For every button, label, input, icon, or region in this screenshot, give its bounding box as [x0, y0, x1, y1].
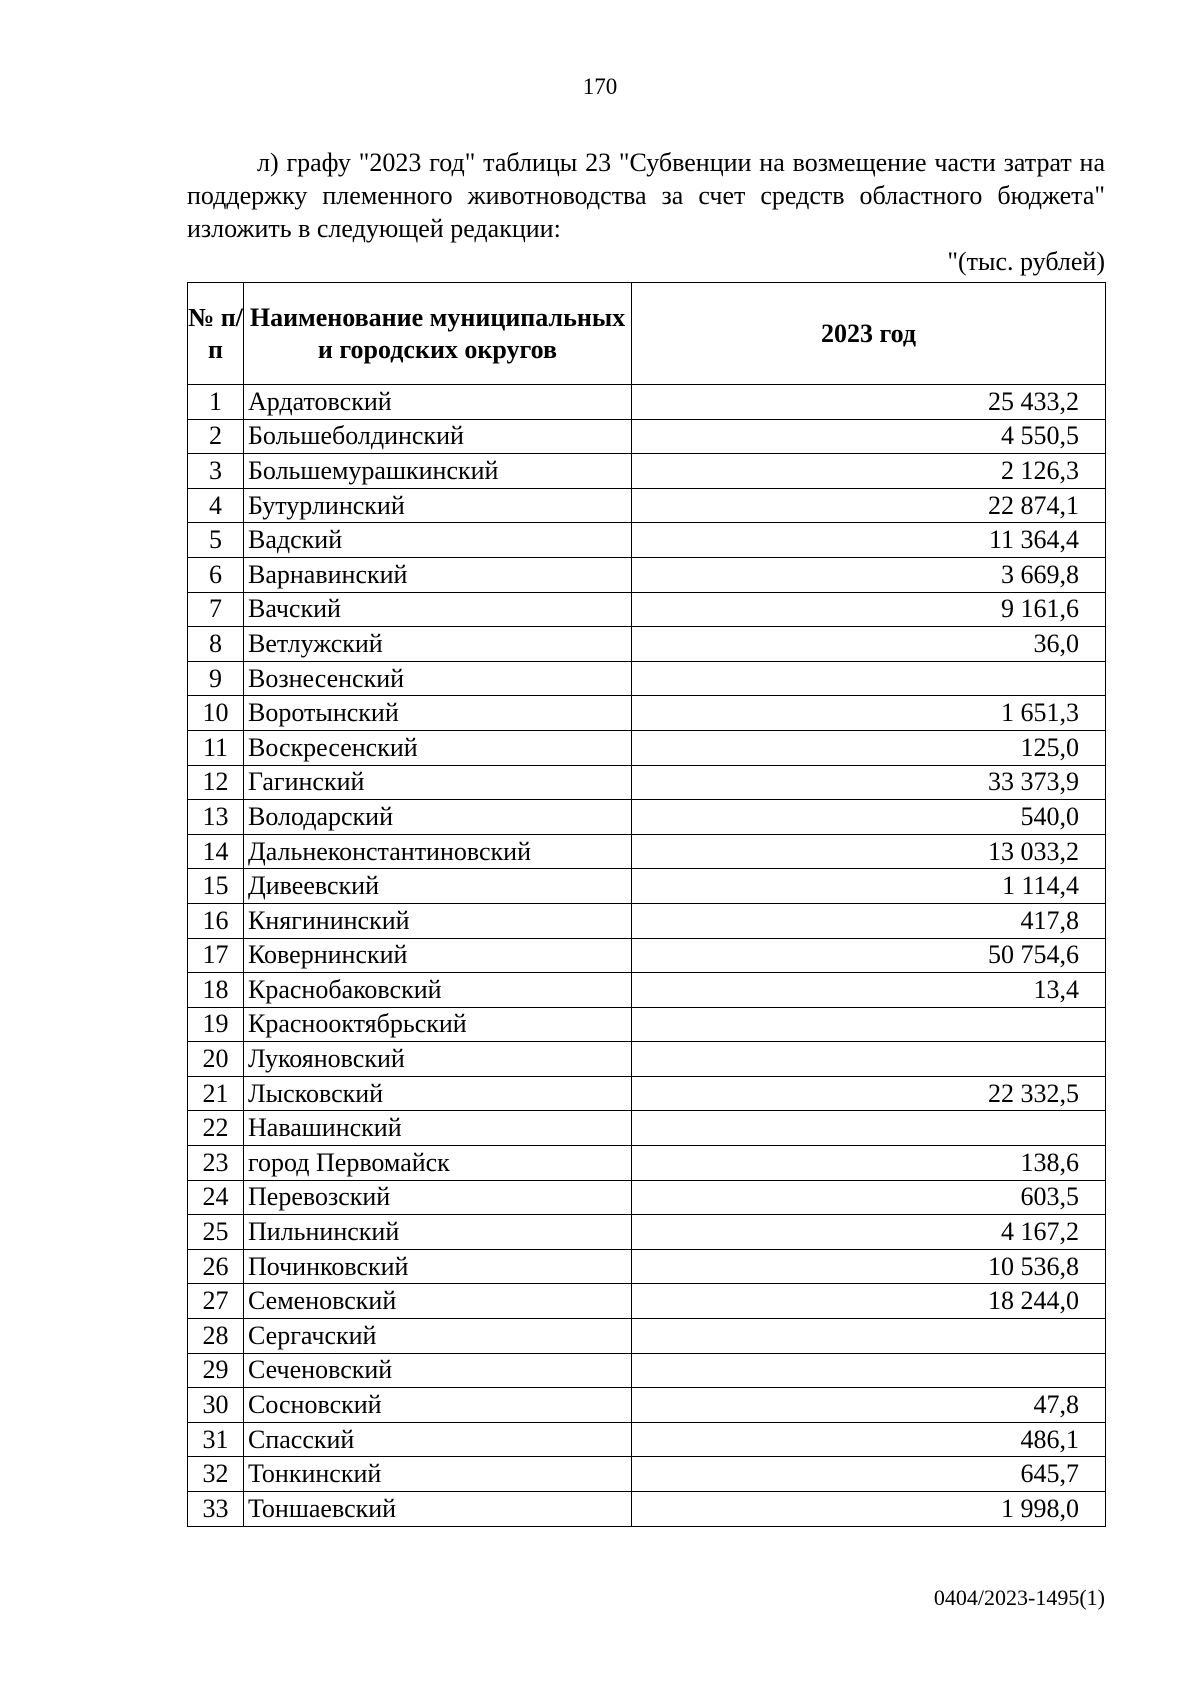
table-row	[188, 1180, 1106, 1215]
table-row	[188, 1422, 1106, 1457]
table-row	[188, 765, 1106, 800]
row-value	[632, 1353, 1106, 1388]
table-header-row	[188, 283, 1106, 385]
table-row	[188, 834, 1106, 869]
row-num: 33	[188, 1492, 244, 1527]
table-row	[188, 696, 1106, 731]
row-value: 486,1	[632, 1422, 1106, 1457]
row-num: 28	[188, 1319, 244, 1354]
table-row	[188, 938, 1106, 973]
row-name: Тоншаевский	[244, 1492, 632, 1527]
row-num: 2	[188, 419, 244, 454]
row-num: 11	[188, 730, 244, 765]
row-value: 47,8	[632, 1388, 1106, 1423]
row-num: 5	[188, 523, 244, 558]
table-row	[188, 1146, 1106, 1181]
row-name: Семеновский	[244, 1284, 632, 1319]
row-name: Краснобаковский	[244, 973, 632, 1008]
row-name: Воскресенский	[244, 730, 632, 765]
table-row	[188, 1007, 1106, 1042]
row-value: 33 373,9	[632, 765, 1106, 800]
row-value: 125,0	[632, 730, 1106, 765]
row-num: 27	[188, 1284, 244, 1319]
row-value: 10 536,8	[632, 1249, 1106, 1284]
table-row	[188, 385, 1106, 420]
unit-label: "(тыс. рублей)	[947, 247, 1105, 276]
row-value: 11 364,4	[632, 523, 1106, 558]
row-name: Воротынский	[244, 696, 632, 731]
row-num: 22	[188, 1111, 244, 1146]
table-row	[188, 869, 1106, 904]
row-num: 1	[188, 385, 244, 420]
row-num: 25	[188, 1215, 244, 1250]
table-row	[188, 557, 1106, 592]
row-name: Гагинский	[244, 765, 632, 800]
row-value: 540,0	[632, 800, 1106, 835]
row-name: Лысковский	[244, 1076, 632, 1111]
row-name: Сеченовский	[244, 1353, 632, 1388]
row-value: 9 161,6	[632, 592, 1106, 627]
row-value: 22 332,5	[632, 1076, 1106, 1111]
row-value	[632, 661, 1106, 696]
row-value: 138,6	[632, 1146, 1106, 1181]
row-value	[632, 1319, 1106, 1354]
header-num: № п/п	[188, 283, 244, 385]
table-row	[188, 1076, 1106, 1111]
row-num: 16	[188, 903, 244, 938]
row-value: 1 998,0	[632, 1492, 1106, 1527]
table-row	[188, 973, 1106, 1008]
row-name: Спасский	[244, 1422, 632, 1457]
row-value: 1 651,3	[632, 696, 1106, 731]
row-name: Ковернинский	[244, 938, 632, 973]
row-name: Большеболдинский	[244, 419, 632, 454]
table-row	[188, 800, 1106, 835]
row-num: 31	[188, 1422, 244, 1457]
row-name: Володарский	[244, 800, 632, 835]
header-value: 2023 год	[632, 283, 1106, 385]
row-num: 23	[188, 1146, 244, 1181]
row-name: Вадский	[244, 523, 632, 558]
table-row	[188, 1492, 1106, 1527]
row-value: 2 126,3	[632, 454, 1106, 489]
row-value: 50 754,6	[632, 938, 1106, 973]
document-code: 0404/2023-1495(1)	[933, 1585, 1105, 1610]
row-name: Дальнеконстантиновский	[244, 834, 632, 869]
row-num: 10	[188, 696, 244, 731]
row-name: Вачский	[244, 592, 632, 627]
row-value	[632, 1042, 1106, 1077]
row-num: 12	[188, 765, 244, 800]
row-num: 17	[188, 938, 244, 973]
row-num: 30	[188, 1388, 244, 1423]
table-row	[188, 1388, 1106, 1423]
row-name: Краснооктябрьский	[244, 1007, 632, 1042]
row-num: 6	[188, 557, 244, 592]
row-value: 4 550,5	[632, 419, 1106, 454]
row-num: 15	[188, 869, 244, 904]
row-num: 7	[188, 592, 244, 627]
row-num: 19	[188, 1007, 244, 1042]
row-num: 29	[188, 1353, 244, 1388]
row-name: Княгининский	[244, 903, 632, 938]
table-row	[188, 1353, 1106, 1388]
row-name: Ветлужский	[244, 627, 632, 662]
row-name: Починковский	[244, 1249, 632, 1284]
row-name: Сосновский	[244, 1388, 632, 1423]
row-value: 13,4	[632, 973, 1106, 1008]
row-value: 3 669,8	[632, 557, 1106, 592]
row-name: Бутурлинский	[244, 488, 632, 523]
table-row	[188, 1319, 1106, 1354]
row-name: Варнавинский	[244, 557, 632, 592]
row-value	[632, 1111, 1106, 1146]
row-name: Ардатовский	[244, 385, 632, 420]
table-row	[188, 1042, 1106, 1077]
row-num: 18	[188, 973, 244, 1008]
row-value: 22 874,1	[632, 488, 1106, 523]
row-value: 1 114,4	[632, 869, 1106, 904]
header-name: Наименование муниципальных и городских округов	[244, 283, 632, 385]
table-row	[188, 661, 1106, 696]
row-num: 3	[188, 454, 244, 489]
table-row	[188, 1111, 1106, 1146]
subventions-table	[187, 282, 1106, 1527]
row-num: 24	[188, 1180, 244, 1215]
table-row	[188, 523, 1106, 558]
row-value: 36,0	[632, 627, 1106, 662]
row-name: Тонкинский	[244, 1457, 632, 1492]
row-value: 4 167,2	[632, 1215, 1106, 1250]
row-num: 20	[188, 1042, 244, 1077]
row-value: 417,8	[632, 903, 1106, 938]
row-value: 645,7	[632, 1457, 1106, 1492]
row-num: 21	[188, 1076, 244, 1111]
table-row	[188, 730, 1106, 765]
table-row	[188, 592, 1106, 627]
row-name: Вознесенский	[244, 661, 632, 696]
table-row	[188, 419, 1106, 454]
row-value	[632, 1007, 1106, 1042]
row-name: Навашинский	[244, 1111, 632, 1146]
row-value: 25 433,2	[632, 385, 1106, 420]
row-num: 4	[188, 488, 244, 523]
row-num: 8	[188, 627, 244, 662]
table-body	[188, 385, 1106, 1527]
row-name: Большемурашкинский	[244, 454, 632, 489]
row-num: 32	[188, 1457, 244, 1492]
row-name: Сергачский	[244, 1319, 632, 1354]
table-row	[188, 1284, 1106, 1319]
row-num: 13	[188, 800, 244, 835]
row-value: 18 244,0	[632, 1284, 1106, 1319]
row-name: город Первомайск	[244, 1146, 632, 1181]
table-row	[188, 903, 1106, 938]
row-name: Перевозский	[244, 1180, 632, 1215]
page-number: 170	[582, 74, 618, 99]
row-value: 13 033,2	[632, 834, 1106, 869]
row-num: 14	[188, 834, 244, 869]
row-name: Лукояновский	[244, 1042, 632, 1077]
table-row	[188, 1457, 1106, 1492]
table-row	[188, 488, 1106, 523]
row-name: Пильнинский	[244, 1215, 632, 1250]
row-name: Дивеевский	[244, 869, 632, 904]
table-row	[188, 627, 1106, 662]
intro-paragraph: л) графу "2023 год" таблицы 23 "Субвенции на возмещение части затрат на поддержку племенного животноводства за счет средств областного бюджета" изложить в следующей редакции:	[187, 148, 1105, 243]
row-value: 603,5	[632, 1180, 1106, 1215]
table-row	[188, 1215, 1106, 1250]
row-num: 9	[188, 661, 244, 696]
table-row	[188, 1249, 1106, 1284]
table-row	[188, 454, 1106, 489]
row-num: 26	[188, 1249, 244, 1284]
